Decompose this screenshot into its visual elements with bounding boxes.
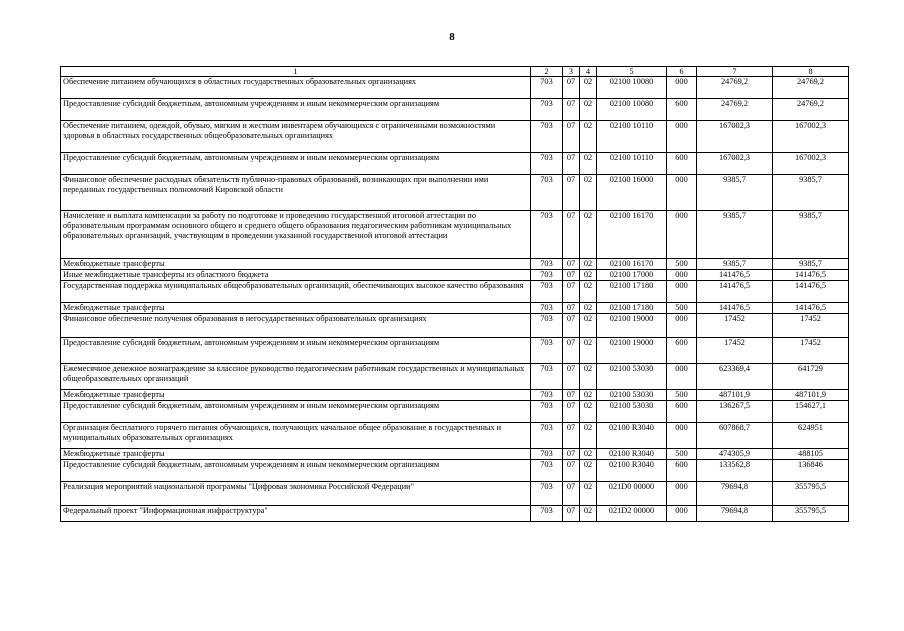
cell-name: Иные межбюджетные трансферты из областного бюджета [61, 270, 531, 281]
cell-subsection: 02 [580, 259, 597, 270]
cell-expense-type: 000 [667, 506, 697, 522]
cell-admin-code: 703 [531, 281, 563, 303]
cell-target-article: 02100 53030 [597, 390, 667, 401]
cell-section: 07 [563, 506, 580, 522]
cell-subsection: 02 [580, 175, 597, 211]
cell-target-article: 02100 17000 [597, 270, 667, 281]
cell-amount-2024: 141476,5 [773, 270, 849, 281]
cell-name: Предоставление субсидий бюджетным, автономным учреждениям и иным некоммерческим организациям [61, 338, 531, 364]
cell-admin-code: 703 [531, 303, 563, 314]
table-row [61, 99, 849, 121]
header-col-subsection: 4 [580, 67, 597, 77]
table-row [61, 303, 849, 314]
cell-target-article: 02100 10110 [597, 121, 667, 153]
cell-section: 07 [563, 401, 580, 423]
cell-amount-2024: 167002,3 [773, 121, 849, 153]
cell-name: Федеральный проект "Информационная инфраструктура" [61, 506, 531, 522]
header-col-section: 3 [563, 67, 580, 77]
cell-subsection: 02 [580, 338, 597, 364]
cell-admin-code: 703 [531, 482, 563, 506]
cell-subsection: 02 [580, 99, 597, 121]
cell-section: 07 [563, 314, 580, 338]
table-row [61, 270, 849, 281]
cell-name: Межбюджетные трансферты [61, 259, 531, 270]
cell-expense-type: 000 [667, 482, 697, 506]
cell-target-article: 02100 19000 [597, 314, 667, 338]
cell-section: 07 [563, 338, 580, 364]
cell-expense-type: 000 [667, 364, 697, 390]
table-row [61, 506, 849, 522]
cell-name: Межбюджетные трансферты [61, 449, 531, 460]
cell-section: 07 [563, 364, 580, 390]
cell-target-article: 02100 17180 [597, 281, 667, 303]
table-row [61, 77, 849, 99]
cell-target-article: 02100 10110 [597, 153, 667, 175]
cell-amount-2024: 17452 [773, 314, 849, 338]
cell-admin-code: 703 [531, 121, 563, 153]
cell-section: 07 [563, 153, 580, 175]
cell-amount-2023: 24769,2 [697, 77, 773, 99]
cell-subsection: 02 [580, 211, 597, 259]
cell-expense-type: 600 [667, 401, 697, 423]
cell-amount-2024: 488105 [773, 449, 849, 460]
cell-name: Межбюджетные трансферты [61, 390, 531, 401]
cell-admin-code: 703 [531, 153, 563, 175]
table-row [61, 153, 849, 175]
cell-section: 07 [563, 482, 580, 506]
cell-name: Предоставление субсидий бюджетным, автономным учреждениям и иным некоммерческим организациям [61, 401, 531, 423]
table-row [61, 314, 849, 338]
cell-name: Ежемесячное денежное вознаграждение за классное руководство педагогическим работникам государственных и муниципальных общеобразовательных организаций [61, 364, 531, 390]
cell-name: Государственная поддержка муниципальных общеобразовательных организаций, обеспечивающих высокое качество образования [61, 281, 531, 303]
cell-admin-code: 703 [531, 175, 563, 211]
cell-admin-code: 703 [531, 506, 563, 522]
cell-section: 07 [563, 99, 580, 121]
cell-section: 07 [563, 423, 580, 449]
cell-admin-code: 703 [531, 259, 563, 270]
cell-target-article: 02100 R3040 [597, 423, 667, 449]
cell-subsection: 02 [580, 153, 597, 175]
cell-section: 07 [563, 121, 580, 153]
cell-admin-code: 703 [531, 390, 563, 401]
cell-target-article: 02100 16170 [597, 211, 667, 259]
cell-section: 07 [563, 259, 580, 270]
cell-expense-type: 000 [667, 121, 697, 153]
cell-amount-2024: 141476,5 [773, 281, 849, 303]
cell-expense-type: 000 [667, 423, 697, 449]
cell-name: Предоставление субсидий бюджетным, автономным учреждениям и иным некоммерческим организациям [61, 460, 531, 482]
table-row [61, 211, 849, 259]
cell-section: 07 [563, 211, 580, 259]
cell-amount-2023: 17452 [697, 338, 773, 364]
cell-expense-type: 600 [667, 99, 697, 121]
cell-subsection: 02 [580, 506, 597, 522]
table-row [61, 423, 849, 449]
cell-name: Реализация мероприятий национальной программы "Цифровая экономика Российской Федерации" [61, 482, 531, 506]
cell-expense-type: 000 [667, 77, 697, 99]
cell-amount-2024: 24769,2 [773, 99, 849, 121]
cell-target-article: 021D0 00000 [597, 482, 667, 506]
cell-amount-2023: 9385,7 [697, 211, 773, 259]
cell-expense-type: 500 [667, 259, 697, 270]
cell-amount-2024: 487101,9 [773, 390, 849, 401]
cell-section: 07 [563, 281, 580, 303]
cell-amount-2024: 154627,1 [773, 401, 849, 423]
cell-amount-2024: 624951 [773, 423, 849, 449]
cell-expense-type: 000 [667, 281, 697, 303]
cell-target-article: 02100 53030 [597, 364, 667, 390]
table-row [61, 482, 849, 506]
header-col-expense-type: 6 [667, 67, 697, 77]
cell-amount-2024: 9385,7 [773, 259, 849, 270]
cell-subsection: 02 [580, 449, 597, 460]
cell-subsection: 02 [580, 423, 597, 449]
cell-subsection: 02 [580, 270, 597, 281]
cell-amount-2023: 141476,5 [697, 270, 773, 281]
cell-subsection: 02 [580, 482, 597, 506]
cell-target-article: 021D2 00000 [597, 506, 667, 522]
cell-subsection: 02 [580, 401, 597, 423]
cell-target-article: 02100 R3040 [597, 460, 667, 482]
cell-name: Межбюджетные трансферты [61, 303, 531, 314]
cell-admin-code: 703 [531, 423, 563, 449]
header-col-amount-2024: 8 [773, 67, 849, 77]
cell-section: 07 [563, 303, 580, 314]
budget-table [60, 66, 849, 522]
cell-subsection: 02 [580, 460, 597, 482]
cell-amount-2023: 17452 [697, 314, 773, 338]
cell-name: Начисление и выплата компенсации за работу по подготовке и проведению государственной итоговой аттестации по образовательным программам основного общего и среднего общего образования педагогическим работникам муниципальных образовательных организаций, участвующим в проведении указанной государственной итоговой аттестации [61, 211, 531, 259]
cell-subsection: 02 [580, 314, 597, 338]
cell-amount-2023: 133562,8 [697, 460, 773, 482]
cell-name: Предоставление субсидий бюджетным, автономным учреждениям и иным некоммерческим организациям [61, 99, 531, 121]
cell-admin-code: 703 [531, 270, 563, 281]
cell-expense-type: 000 [667, 211, 697, 259]
cell-amount-2023: 141476,5 [697, 281, 773, 303]
cell-subsection: 02 [580, 121, 597, 153]
cell-subsection: 02 [580, 364, 597, 390]
cell-expense-type: 600 [667, 153, 697, 175]
table-row [61, 390, 849, 401]
cell-section: 07 [563, 270, 580, 281]
cell-admin-code: 703 [531, 401, 563, 423]
cell-name: Обеспечение питанием, одеждой, обувью, мягким и жестким инвентарем обучающихся с ограниченными возможностями здоровья в областных государственных общеобразовательных организациях [61, 121, 531, 153]
cell-section: 07 [563, 77, 580, 99]
cell-amount-2024: 9385,7 [773, 175, 849, 211]
cell-subsection: 02 [580, 390, 597, 401]
cell-amount-2023: 79694,8 [697, 482, 773, 506]
table-row [61, 449, 849, 460]
cell-subsection: 02 [580, 303, 597, 314]
cell-amount-2023: 487101,9 [697, 390, 773, 401]
cell-admin-code: 703 [531, 338, 563, 364]
cell-expense-type: 600 [667, 460, 697, 482]
cell-admin-code: 703 [531, 364, 563, 390]
cell-amount-2023: 167002,3 [697, 121, 773, 153]
cell-target-article: 02100 R3040 [597, 449, 667, 460]
header-col-target-article: 5 [597, 67, 667, 77]
cell-admin-code: 703 [531, 211, 563, 259]
cell-amount-2024: 141476,5 [773, 303, 849, 314]
cell-amount-2023: 474305,9 [697, 449, 773, 460]
table-row [61, 121, 849, 153]
table-row [61, 460, 849, 482]
cell-admin-code: 703 [531, 449, 563, 460]
cell-name: Финансовое обеспечение расходных обязательств публично-правовых образований, возникающих при выполнении ими переданных государственных полномочий Кировской области [61, 175, 531, 211]
cell-admin-code: 703 [531, 77, 563, 99]
cell-amount-2023: 9385,7 [697, 175, 773, 211]
cell-amount-2023: 9385,7 [697, 259, 773, 270]
cell-target-article: 02100 10080 [597, 99, 667, 121]
cell-admin-code: 703 [531, 314, 563, 338]
cell-target-article: 02100 17180 [597, 303, 667, 314]
cell-amount-2023: 623369,4 [697, 364, 773, 390]
cell-expense-type: 600 [667, 338, 697, 364]
cell-amount-2023: 607868,7 [697, 423, 773, 449]
cell-expense-type: 500 [667, 449, 697, 460]
cell-section: 07 [563, 390, 580, 401]
cell-amount-2024: 17452 [773, 338, 849, 364]
cell-expense-type: 000 [667, 175, 697, 211]
cell-amount-2024: 24769,2 [773, 77, 849, 99]
cell-amount-2023: 24769,2 [697, 99, 773, 121]
table-row [61, 338, 849, 364]
cell-amount-2023: 141476,5 [697, 303, 773, 314]
cell-name: Обеспечение питанием обучающихся в областных государственных образовательных организациях [61, 77, 531, 99]
cell-subsection: 02 [580, 77, 597, 99]
cell-target-article: 02100 53030 [597, 401, 667, 423]
cell-amount-2024: 641729 [773, 364, 849, 390]
cell-target-article: 02100 16170 [597, 259, 667, 270]
cell-amount-2023: 136267,5 [697, 401, 773, 423]
cell-section: 07 [563, 449, 580, 460]
table-row [61, 401, 849, 423]
cell-admin-code: 703 [531, 99, 563, 121]
table-row [61, 259, 849, 270]
cell-amount-2024: 355795,5 [773, 482, 849, 506]
cell-subsection: 02 [580, 281, 597, 303]
cell-admin-code: 703 [531, 460, 563, 482]
cell-amount-2024: 167002,3 [773, 153, 849, 175]
cell-section: 07 [563, 460, 580, 482]
cell-target-article: 02100 19000 [597, 338, 667, 364]
cell-amount-2024: 136846 [773, 460, 849, 482]
cell-target-article: 02100 10080 [597, 77, 667, 99]
table-row [61, 364, 849, 390]
cell-expense-type: 000 [667, 270, 697, 281]
table-body [61, 77, 849, 522]
header-col-amount-2023: 7 [697, 67, 773, 77]
cell-amount-2023: 79694,8 [697, 506, 773, 522]
cell-amount-2023: 167002,3 [697, 153, 773, 175]
header-col-name: 1 [61, 67, 531, 77]
cell-amount-2024: 9385,7 [773, 211, 849, 259]
cell-target-article: 02100 16000 [597, 175, 667, 211]
header-row [61, 67, 849, 77]
cell-name: Организация бесплатного горячего питания обучающихся, получающих начальное общее образование в государственных и муниципальных образовательных организациях [61, 423, 531, 449]
cell-section: 07 [563, 175, 580, 211]
table-row [61, 175, 849, 211]
cell-name: Финансовое обеспечение получения образования в негосударственных образовательных организациях [61, 314, 531, 338]
table-row [61, 281, 849, 303]
cell-expense-type: 500 [667, 303, 697, 314]
cell-name: Предоставление субсидий бюджетным, автономным учреждениям и иным некоммерческим организациям [61, 153, 531, 175]
page-number: 8 [449, 31, 455, 43]
cell-amount-2024: 355795,5 [773, 506, 849, 522]
cell-expense-type: 500 [667, 390, 697, 401]
cell-expense-type: 000 [667, 314, 697, 338]
header-col-admin-code: 2 [531, 67, 563, 77]
